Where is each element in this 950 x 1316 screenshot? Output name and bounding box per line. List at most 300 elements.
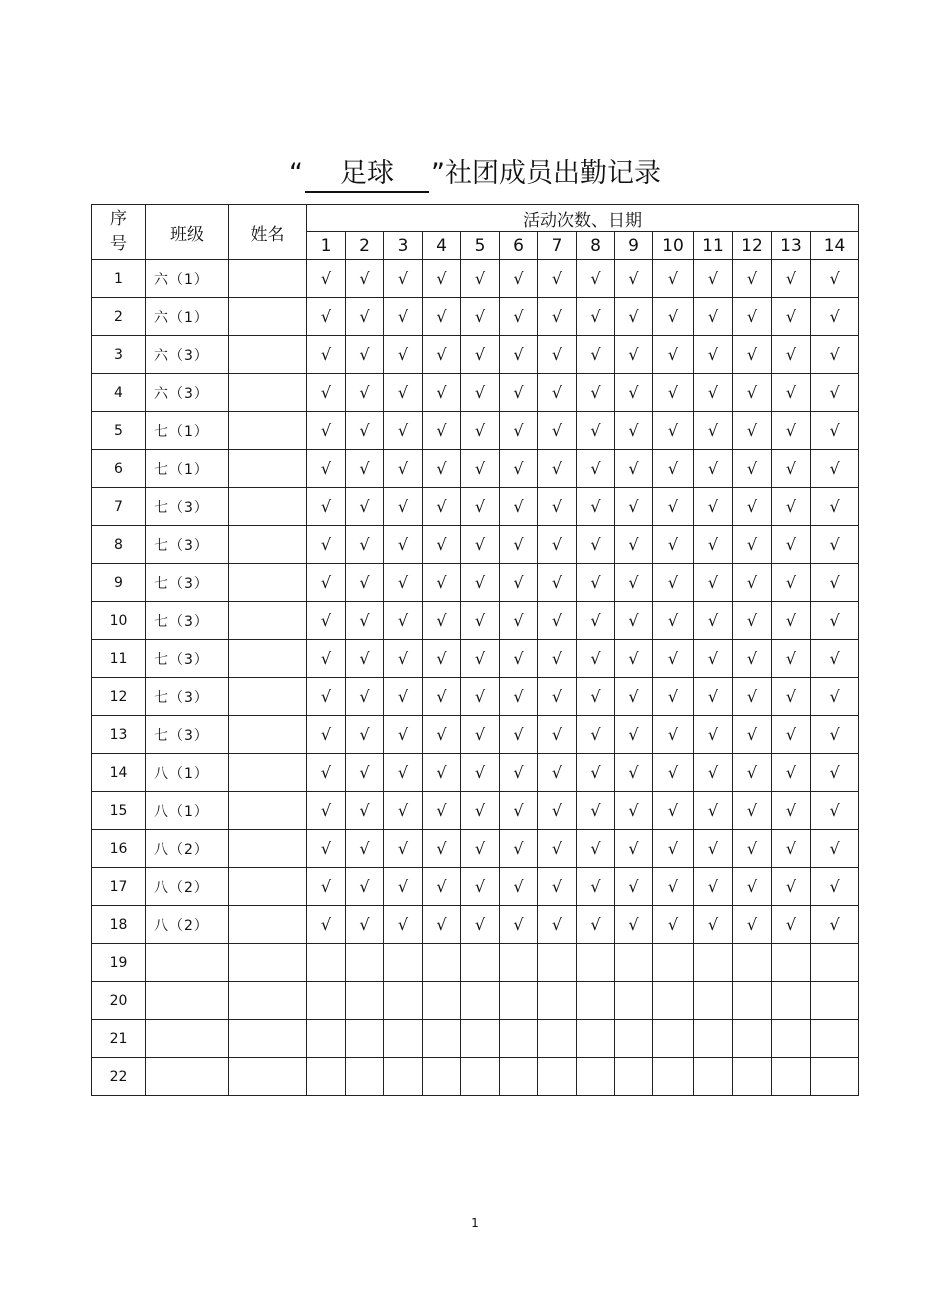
attendance-mark: √ xyxy=(346,488,384,526)
attendance-mark: √ xyxy=(500,450,538,488)
class-cell: 七（3） xyxy=(146,640,229,678)
row-number: 4 xyxy=(92,374,146,412)
attendance-mark: √ xyxy=(346,602,384,640)
attendance-mark: √ xyxy=(615,336,653,374)
attendance-mark: √ xyxy=(653,792,694,830)
attendance-mark: √ xyxy=(500,564,538,602)
attendance-mark: √ xyxy=(384,792,423,830)
row-number: 2 xyxy=(92,298,146,336)
attendance-mark xyxy=(500,982,538,1020)
attendance-mark: √ xyxy=(615,526,653,564)
attendance-mark: √ xyxy=(694,830,733,868)
class-cell: 七（3） xyxy=(146,678,229,716)
attendance-mark: √ xyxy=(577,374,615,412)
attendance-mark xyxy=(811,1020,859,1058)
attendance-mark: √ xyxy=(346,564,384,602)
attendance-mark: √ xyxy=(384,640,423,678)
attendance-mark: √ xyxy=(461,716,500,754)
class-cell: 八（2） xyxy=(146,906,229,944)
session-header-11: 11 xyxy=(694,232,733,260)
session-header-3: 3 xyxy=(384,232,423,260)
attendance-mark: √ xyxy=(346,754,384,792)
attendance-mark: √ xyxy=(384,830,423,868)
attendance-mark: √ xyxy=(577,260,615,298)
attendance-mark: √ xyxy=(733,526,772,564)
attendance-mark: √ xyxy=(694,488,733,526)
attendance-mark: √ xyxy=(772,412,811,450)
attendance-mark xyxy=(772,944,811,982)
attendance-mark xyxy=(538,1020,577,1058)
attendance-mark xyxy=(307,1020,346,1058)
attendance-mark: √ xyxy=(346,526,384,564)
attendance-mark: √ xyxy=(772,754,811,792)
attendance-mark: √ xyxy=(615,260,653,298)
row-number: 21 xyxy=(92,1020,146,1058)
attendance-mark: √ xyxy=(461,602,500,640)
session-header-6: 6 xyxy=(500,232,538,260)
class-cell: 七（1） xyxy=(146,412,229,450)
attendance-mark xyxy=(461,982,500,1020)
name-cell xyxy=(229,792,307,830)
attendance-mark: √ xyxy=(500,754,538,792)
attendance-mark: √ xyxy=(423,450,461,488)
attendance-mark: √ xyxy=(694,868,733,906)
title-quote-open: “ xyxy=(289,158,303,189)
attendance-mark: √ xyxy=(346,906,384,944)
attendance-mark: √ xyxy=(615,754,653,792)
attendance-mark: √ xyxy=(772,336,811,374)
attendance-mark: √ xyxy=(694,678,733,716)
attendance-mark: √ xyxy=(733,412,772,450)
attendance-mark xyxy=(811,982,859,1020)
name-cell xyxy=(229,374,307,412)
attendance-mark: √ xyxy=(346,678,384,716)
attendance-mark: √ xyxy=(811,906,859,944)
name-cell xyxy=(229,868,307,906)
table-row xyxy=(92,678,859,716)
attendance-mark: √ xyxy=(384,602,423,640)
attendance-mark xyxy=(772,1020,811,1058)
attendance-mark: √ xyxy=(461,830,500,868)
attendance-mark: √ xyxy=(653,412,694,450)
attendance-mark: √ xyxy=(423,374,461,412)
attendance-mark: √ xyxy=(772,678,811,716)
attendance-mark: √ xyxy=(384,260,423,298)
attendance-mark: √ xyxy=(577,450,615,488)
attendance-mark: √ xyxy=(615,374,653,412)
attendance-mark: √ xyxy=(384,564,423,602)
attendance-mark: √ xyxy=(577,298,615,336)
attendance-mark: √ xyxy=(694,374,733,412)
attendance-mark: √ xyxy=(733,754,772,792)
name-cell xyxy=(229,298,307,336)
page-number: 1 xyxy=(471,1216,479,1230)
name-cell xyxy=(229,830,307,868)
row-number: 16 xyxy=(92,830,146,868)
attendance-mark: √ xyxy=(694,336,733,374)
class-cell: 八（1） xyxy=(146,792,229,830)
attendance-mark: √ xyxy=(577,412,615,450)
attendance-mark: √ xyxy=(577,564,615,602)
attendance-mark: √ xyxy=(538,450,577,488)
attendance-mark xyxy=(384,1058,423,1096)
row-number: 22 xyxy=(92,1058,146,1096)
attendance-mark: √ xyxy=(653,868,694,906)
attendance-mark: √ xyxy=(653,678,694,716)
attendance-mark: √ xyxy=(346,336,384,374)
attendance-mark: √ xyxy=(384,906,423,944)
session-header-1: 1 xyxy=(307,232,346,260)
attendance-mark xyxy=(694,1020,733,1058)
attendance-mark: √ xyxy=(346,640,384,678)
attendance-mark: √ xyxy=(772,868,811,906)
attendance-mark: √ xyxy=(577,868,615,906)
attendance-mark: √ xyxy=(577,526,615,564)
class-cell: 六（3） xyxy=(146,336,229,374)
attendance-table xyxy=(91,204,859,1096)
attendance-mark: √ xyxy=(811,830,859,868)
attendance-mark xyxy=(577,1058,615,1096)
table-row xyxy=(92,982,859,1020)
attendance-mark: √ xyxy=(653,716,694,754)
attendance-mark: √ xyxy=(538,640,577,678)
table-row xyxy=(92,412,859,450)
attendance-mark: √ xyxy=(500,716,538,754)
title-quote-close: ” xyxy=(431,158,445,189)
attendance-mark: √ xyxy=(733,564,772,602)
row-number: 5 xyxy=(92,412,146,450)
attendance-mark xyxy=(615,982,653,1020)
row-number: 1 xyxy=(92,260,146,298)
attendance-mark: √ xyxy=(694,716,733,754)
header-seq xyxy=(92,205,146,260)
attendance-mark: √ xyxy=(461,678,500,716)
attendance-mark xyxy=(384,1020,423,1058)
attendance-mark: √ xyxy=(653,298,694,336)
attendance-mark: √ xyxy=(307,488,346,526)
header-name: 姓名 xyxy=(229,205,307,260)
attendance-mark: √ xyxy=(772,716,811,754)
attendance-mark: √ xyxy=(307,868,346,906)
attendance-mark xyxy=(694,1058,733,1096)
attendance-mark: √ xyxy=(500,792,538,830)
class-cell xyxy=(146,1058,229,1096)
attendance-mark xyxy=(653,1020,694,1058)
attendance-mark xyxy=(577,944,615,982)
attendance-mark: √ xyxy=(577,602,615,640)
attendance-mark xyxy=(423,1020,461,1058)
attendance-mark: √ xyxy=(461,564,500,602)
attendance-mark: √ xyxy=(346,412,384,450)
attendance-mark: √ xyxy=(653,450,694,488)
name-cell xyxy=(229,1058,307,1096)
attendance-mark: √ xyxy=(653,336,694,374)
attendance-mark: √ xyxy=(461,260,500,298)
attendance-mark: √ xyxy=(615,488,653,526)
attendance-mark: √ xyxy=(461,906,500,944)
attendance-mark xyxy=(615,1020,653,1058)
header-seq-line2: 号 xyxy=(110,234,127,254)
attendance-mark: √ xyxy=(733,374,772,412)
name-cell xyxy=(229,716,307,754)
class-cell: 七（3） xyxy=(146,602,229,640)
name-cell xyxy=(229,488,307,526)
attendance-mark: √ xyxy=(694,640,733,678)
attendance-mark xyxy=(423,982,461,1020)
table-row xyxy=(92,1020,859,1058)
attendance-mark: √ xyxy=(772,830,811,868)
attendance-mark xyxy=(538,982,577,1020)
attendance-mark: √ xyxy=(615,906,653,944)
attendance-mark xyxy=(653,1058,694,1096)
attendance-mark: √ xyxy=(384,526,423,564)
table-row xyxy=(92,298,859,336)
attendance-mark xyxy=(694,982,733,1020)
attendance-mark xyxy=(694,944,733,982)
table-row xyxy=(92,336,859,374)
attendance-mark: √ xyxy=(500,906,538,944)
attendance-mark xyxy=(346,982,384,1020)
attendance-mark: √ xyxy=(733,792,772,830)
attendance-mark: √ xyxy=(772,488,811,526)
attendance-mark: √ xyxy=(615,678,653,716)
session-header-7: 7 xyxy=(538,232,577,260)
attendance-mark: √ xyxy=(811,792,859,830)
attendance-mark: √ xyxy=(307,716,346,754)
row-number: 3 xyxy=(92,336,146,374)
class-cell: 六（3） xyxy=(146,374,229,412)
attendance-mark: √ xyxy=(423,336,461,374)
attendance-mark: √ xyxy=(694,564,733,602)
attendance-mark: √ xyxy=(423,716,461,754)
name-cell xyxy=(229,412,307,450)
session-header-10: 10 xyxy=(653,232,694,260)
attendance-mark xyxy=(307,982,346,1020)
attendance-mark: √ xyxy=(733,906,772,944)
name-cell xyxy=(229,336,307,374)
name-cell xyxy=(229,982,307,1020)
class-cell: 八（2） xyxy=(146,830,229,868)
attendance-mark: √ xyxy=(346,298,384,336)
attendance-mark: √ xyxy=(577,792,615,830)
class-cell: 六（1） xyxy=(146,298,229,336)
attendance-mark xyxy=(538,944,577,982)
attendance-mark: √ xyxy=(500,830,538,868)
class-cell: 八（1） xyxy=(146,754,229,792)
attendance-mark: √ xyxy=(694,298,733,336)
attendance-mark xyxy=(733,1020,772,1058)
attendance-mark: √ xyxy=(384,716,423,754)
attendance-mark: √ xyxy=(307,450,346,488)
table-row xyxy=(92,526,859,564)
attendance-mark: √ xyxy=(538,602,577,640)
attendance-mark: √ xyxy=(461,488,500,526)
name-cell xyxy=(229,526,307,564)
attendance-mark: √ xyxy=(423,754,461,792)
attendance-mark: √ xyxy=(653,564,694,602)
attendance-mark xyxy=(733,944,772,982)
session-header-5: 5 xyxy=(461,232,500,260)
attendance-mark: √ xyxy=(500,678,538,716)
attendance-mark: √ xyxy=(500,260,538,298)
attendance-mark: √ xyxy=(811,868,859,906)
class-cell: 七（3） xyxy=(146,526,229,564)
attendance-mark: √ xyxy=(538,526,577,564)
attendance-mark: √ xyxy=(346,374,384,412)
attendance-mark: √ xyxy=(538,716,577,754)
attendance-mark: √ xyxy=(694,450,733,488)
header-row xyxy=(92,205,859,232)
attendance-mark: √ xyxy=(811,640,859,678)
attendance-mark: √ xyxy=(307,602,346,640)
attendance-mark xyxy=(384,944,423,982)
attendance-mark: √ xyxy=(811,678,859,716)
attendance-mark: √ xyxy=(653,640,694,678)
attendance-mark: √ xyxy=(423,488,461,526)
attendance-mark: √ xyxy=(772,298,811,336)
name-cell xyxy=(229,906,307,944)
attendance-mark: √ xyxy=(811,336,859,374)
attendance-mark: √ xyxy=(346,830,384,868)
row-number: 18 xyxy=(92,906,146,944)
attendance-mark: √ xyxy=(461,450,500,488)
attendance-mark: √ xyxy=(733,488,772,526)
attendance-mark xyxy=(615,1058,653,1096)
attendance-mark: √ xyxy=(538,830,577,868)
attendance-mark: √ xyxy=(615,792,653,830)
attendance-mark: √ xyxy=(615,450,653,488)
attendance-mark: √ xyxy=(694,906,733,944)
name-cell xyxy=(229,1020,307,1058)
attendance-mark: √ xyxy=(577,754,615,792)
class-cell: 七（1） xyxy=(146,450,229,488)
session-header-12: 12 xyxy=(733,232,772,260)
row-number: 9 xyxy=(92,564,146,602)
attendance-mark: √ xyxy=(615,412,653,450)
attendance-mark: √ xyxy=(384,488,423,526)
attendance-mark: √ xyxy=(733,830,772,868)
attendance-mark: √ xyxy=(811,488,859,526)
session-header-14: 14 xyxy=(811,232,859,260)
attendance-mark: √ xyxy=(307,298,346,336)
attendance-mark: √ xyxy=(811,260,859,298)
attendance-mark: √ xyxy=(538,412,577,450)
attendance-mark: √ xyxy=(811,374,859,412)
row-number: 8 xyxy=(92,526,146,564)
attendance-mark: √ xyxy=(500,488,538,526)
table-row xyxy=(92,640,859,678)
attendance-mark: √ xyxy=(423,640,461,678)
attendance-mark: √ xyxy=(500,298,538,336)
table-row xyxy=(92,906,859,944)
attendance-mark: √ xyxy=(538,298,577,336)
attendance-mark: √ xyxy=(461,640,500,678)
attendance-mark xyxy=(733,982,772,1020)
table-row xyxy=(92,564,859,602)
attendance-mark: √ xyxy=(653,830,694,868)
name-cell xyxy=(229,564,307,602)
attendance-mark xyxy=(346,944,384,982)
name-cell xyxy=(229,944,307,982)
row-number: 12 xyxy=(92,678,146,716)
attendance-mark xyxy=(615,944,653,982)
attendance-mark: √ xyxy=(538,488,577,526)
attendance-mark: √ xyxy=(307,830,346,868)
attendance-mark: √ xyxy=(694,792,733,830)
attendance-mark: √ xyxy=(811,564,859,602)
attendance-mark: √ xyxy=(500,526,538,564)
attendance-mark xyxy=(346,1058,384,1096)
attendance-mark: √ xyxy=(500,336,538,374)
session-header-8: 8 xyxy=(577,232,615,260)
attendance-mark: √ xyxy=(461,298,500,336)
attendance-mark: √ xyxy=(811,450,859,488)
attendance-mark: √ xyxy=(733,260,772,298)
attendance-mark: √ xyxy=(811,716,859,754)
attendance-mark xyxy=(811,1058,859,1096)
attendance-mark: √ xyxy=(307,336,346,374)
attendance-mark: √ xyxy=(346,792,384,830)
attendance-mark: √ xyxy=(384,374,423,412)
attendance-mark: √ xyxy=(733,678,772,716)
attendance-mark: √ xyxy=(461,526,500,564)
attendance-mark: √ xyxy=(307,792,346,830)
attendance-mark: √ xyxy=(461,374,500,412)
attendance-mark: √ xyxy=(694,412,733,450)
attendance-mark: √ xyxy=(384,868,423,906)
table-row xyxy=(92,716,859,754)
attendance-mark: √ xyxy=(577,906,615,944)
attendance-mark: √ xyxy=(384,336,423,374)
attendance-mark: √ xyxy=(653,906,694,944)
attendance-mark: √ xyxy=(694,754,733,792)
table-row xyxy=(92,792,859,830)
club-name-field: 足球 xyxy=(305,157,429,193)
attendance-mark: √ xyxy=(772,564,811,602)
attendance-mark: √ xyxy=(772,906,811,944)
attendance-mark: √ xyxy=(346,716,384,754)
name-cell xyxy=(229,754,307,792)
attendance-mark: √ xyxy=(307,526,346,564)
attendance-mark: √ xyxy=(772,640,811,678)
attendance-mark xyxy=(500,1020,538,1058)
attendance-mark: √ xyxy=(538,792,577,830)
attendance-mark: √ xyxy=(615,298,653,336)
attendance-mark: √ xyxy=(694,602,733,640)
attendance-mark: √ xyxy=(615,602,653,640)
table-row xyxy=(92,602,859,640)
attendance-mark xyxy=(346,1020,384,1058)
attendance-mark: √ xyxy=(423,678,461,716)
attendance-mark: √ xyxy=(811,526,859,564)
table-row xyxy=(92,260,859,298)
class-cell xyxy=(146,982,229,1020)
name-cell xyxy=(229,678,307,716)
attendance-mark: √ xyxy=(346,260,384,298)
class-cell: 七（3） xyxy=(146,716,229,754)
attendance-mark: √ xyxy=(694,260,733,298)
table-row xyxy=(92,1058,859,1096)
class-cell: 六（1） xyxy=(146,260,229,298)
attendance-mark: √ xyxy=(653,602,694,640)
attendance-mark: √ xyxy=(733,716,772,754)
title-suffix: 社团成员出勤记录 xyxy=(445,158,661,189)
attendance-mark xyxy=(461,944,500,982)
attendance-mark xyxy=(461,1020,500,1058)
attendance-mark: √ xyxy=(772,260,811,298)
attendance-mark: √ xyxy=(423,526,461,564)
attendance-mark: √ xyxy=(423,792,461,830)
